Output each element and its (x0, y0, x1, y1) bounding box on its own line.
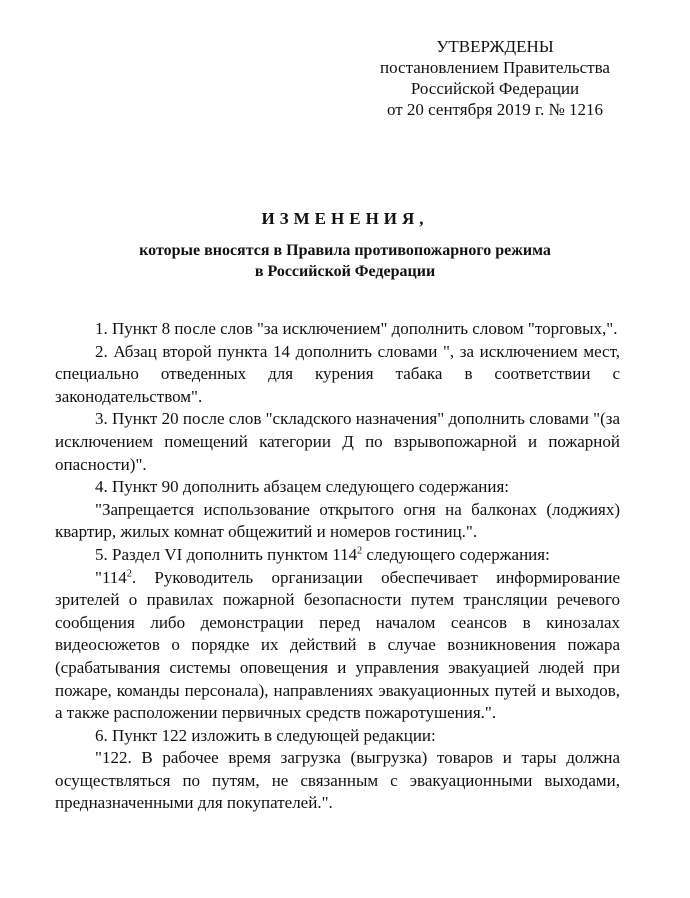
approval-block (360, 36, 630, 120)
subtitle-line-1: которые вносятся в Правила противопожарного режима (139, 242, 551, 259)
item-5-quote-pre: "114 (95, 567, 127, 587)
item-4: 4. Пункт 90 дополнить абзацем следующего содержания: (95, 477, 509, 497)
item-5-quote-text: . Руководитель организации обеспечивает информирование зрителей о правилах пожарной безопасности путем трансляции речевого сообщения либо демонстрации перед началом сеансов в кинозалах видеосюжетов о порядке их действий в случае возникновения пожара (срабатывания системы оповещения и управления эвакуацией людей при пожаре, команды персонала), направлениях эвакуационных путей и выходов, а также расположении первичных средств пожаротушения.". (55, 567, 620, 723)
item-3: 3. Пункт 20 после слов "складского назначения" дополнить словами "(за исключением помещений категории Д по взрывопожарной и пожарной опасности)". (55, 409, 620, 474)
item-1: 1. Пункт 8 после слов "за исключением" дополнить словом "торговых,". (95, 319, 618, 338)
document-subtitle (0, 240, 690, 282)
subtitle-line-2: в Российской Федерации (254, 263, 436, 280)
item-5-text-pre: 5. Раздел VI дополнить пунктом 114 (95, 544, 358, 564)
document-title: ИЗМЕНЕНИЯ, (261, 209, 429, 228)
approval-date-number: от 20 сентября 2019 г. № 1216 (386, 100, 604, 119)
item-6-quote: "122. В рабочее время загрузка (выгрузка) товаров и тары должна осуществляться по путям, не связанным с эвакуационными выходами, предназначенными для покупателей.". (55, 748, 620, 813)
item-5-superscript: 2 (357, 545, 363, 557)
approval-heading: УТВЕРЖДЕНЫ (436, 37, 554, 56)
document-body (55, 318, 620, 815)
item-4-quote: "Запрещается использование открытого огня на балконах (лоджиях) квартир, жилых комнат общежитий и номеров гостиниц.". (55, 499, 620, 542)
item-6: 6. Пункт 122 изложить в следующей редакции: (95, 725, 436, 745)
item-5-quote-superscript: 2 (126, 567, 132, 579)
item-2: 2. Абзац второй пункта 14 дополнить словами ", за исключением мест, специально отведенных для курения табака в соответствии с законодательством". (55, 341, 620, 406)
approval-government-line: Российской Федерации (410, 79, 580, 98)
item-5-text-post: следующего содержания: (362, 544, 550, 564)
item-5-quote (55, 567, 620, 725)
approval-decree-line: постановлением Правительства (380, 58, 610, 77)
item-5 (55, 544, 620, 567)
